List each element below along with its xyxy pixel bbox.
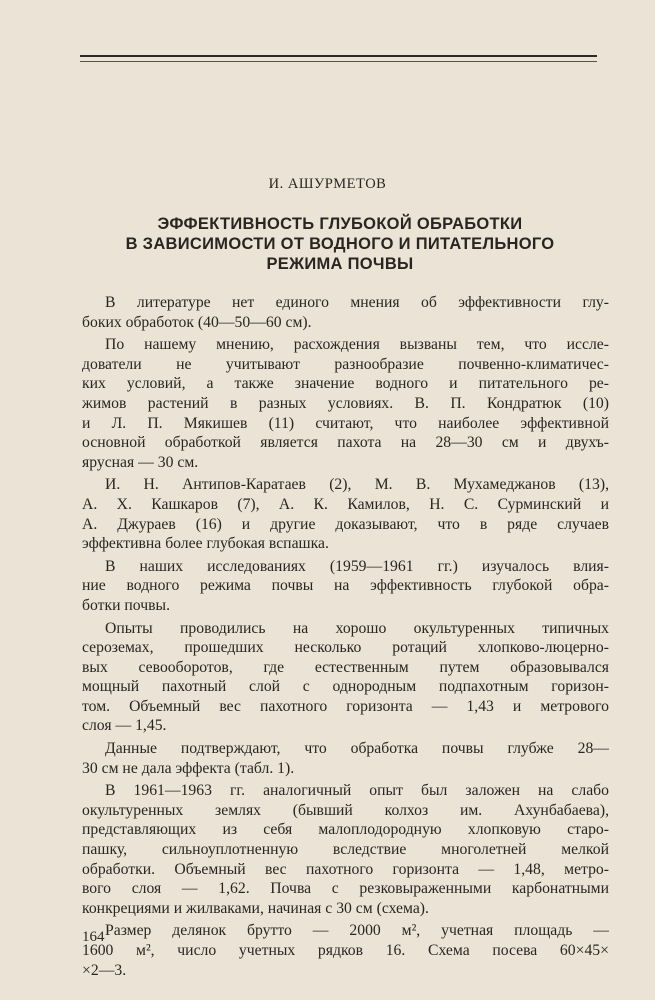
text-line: жимов растений в разных условиях. В. П. Кондратюк (10) [82, 394, 609, 412]
paragraph [82, 781, 609, 918]
paragraph [82, 557, 609, 616]
paragraph [82, 475, 609, 553]
text-line: Данные подтверждают, что обработка почвы глубже 28— [105, 740, 609, 758]
text-line: В литературе нет единого мнения об эффективности глу- [105, 294, 609, 311]
paragraph [82, 619, 609, 737]
text-line: боких обработок (40—50—60 см). [82, 313, 312, 331]
title-line: В ЗАВИСИМОСТИ ОТ ВОДНОГО И ПИТАТЕЛЬНОГО [125, 235, 555, 253]
title-line: РЕЖИМА ПОЧВЫ [266, 255, 414, 273]
paragraph [82, 739, 609, 778]
text-line: В 1961—1963 гг. аналогичный опыт был заложен на слабо [105, 782, 609, 800]
text-line: В наших исследованиях (1959—1961 гг.) изучалось влия- [105, 557, 609, 575]
top-rule-thin [80, 61, 597, 62]
text-line: вых севооборотов, где естественным путем образовывался [82, 658, 609, 676]
text-line: ние водного режима почвы на эффективность глубокой обра- [82, 577, 609, 595]
text-line: обработки. Объемный вес пахотного горизонта — 1,48, метро- [82, 860, 609, 878]
text-line: эффективна более глубокая вспашка. [82, 535, 329, 553]
page-number: 164 [82, 929, 105, 945]
text-line: ботки почвы. [82, 596, 171, 614]
text-line: том. Объемный вес пахотного горизонта — 1,43 и метрового [82, 697, 609, 715]
text-line: ×2—3. [82, 961, 127, 979]
text-line: А. Джураев (16) и другие доказывают, что в ряде случаев [82, 515, 609, 533]
text-line: основной обработкой является пахота на 28—30 см и двухъ- [82, 434, 609, 452]
author-name: И. АШУРМЕТОВ [268, 176, 387, 192]
text-line: пашку, сильноуплотненную вследствие многолетней мелкой [82, 841, 609, 859]
paragraph [82, 921, 609, 980]
text-line: 30 см не дала эффекта (табл. 1). [82, 759, 295, 777]
text-line: 1600 м², число учетных рядков 16. Схема посева 60×45× [82, 942, 609, 959]
paragraph [82, 335, 609, 472]
article-title [110, 214, 570, 274]
text-line: представляющих из себя малоплодородную хлопковую старо- [82, 821, 609, 839]
top-rule [80, 55, 597, 57]
title-line: ЭФФЕКТИВНОСТЬ ГЛУБОКОЙ ОБРАБОТКИ [157, 215, 523, 233]
text-line: А. Х. Кашкаров (7), А. К. Камилов, Н. С. Сурминский и [82, 495, 609, 513]
text-line: конкрециями и жилваками, начиная с 30 см (схема). [82, 899, 429, 917]
text-line: дователи не учитывают разнообразие почвенно-климатичес- [82, 355, 609, 373]
text-line: ярусная — 30 см. [82, 453, 199, 471]
text-line: ких условий, а также значение водного и питательного ре- [82, 375, 609, 393]
paragraph [82, 293, 609, 332]
text-line: По нашему мнению, расхождения вызваны тем, что иссле- [105, 336, 609, 354]
text-line: слоя — 1,45. [82, 717, 167, 735]
text-line: вого слоя — 1,62. Почва с резковыраженными карбонатными [82, 880, 609, 898]
text-line: сероземах, прошедших несколько ротаций хлопково-люцерно- [82, 639, 609, 657]
text-line: мощный пахотный слой с однородным подпахотным горизон- [82, 678, 609, 696]
text-line: окультуренных землях (бывший колхоз им. Ахунбабаева), [82, 801, 609, 819]
text-line: И. Н. Антипов-Каратаев (2), М. В. Мухамеджанов (13), [105, 476, 609, 494]
text-line: Размер делянок брутто — 2000 м², учетная площадь — [105, 922, 609, 940]
text-line: и Л. П. Мякишев (11) считают, что наиболее эффективной [82, 414, 609, 432]
article-body [82, 293, 609, 983]
text-line: Опыты проводились на хорошо окультуренных типичных [105, 619, 609, 637]
